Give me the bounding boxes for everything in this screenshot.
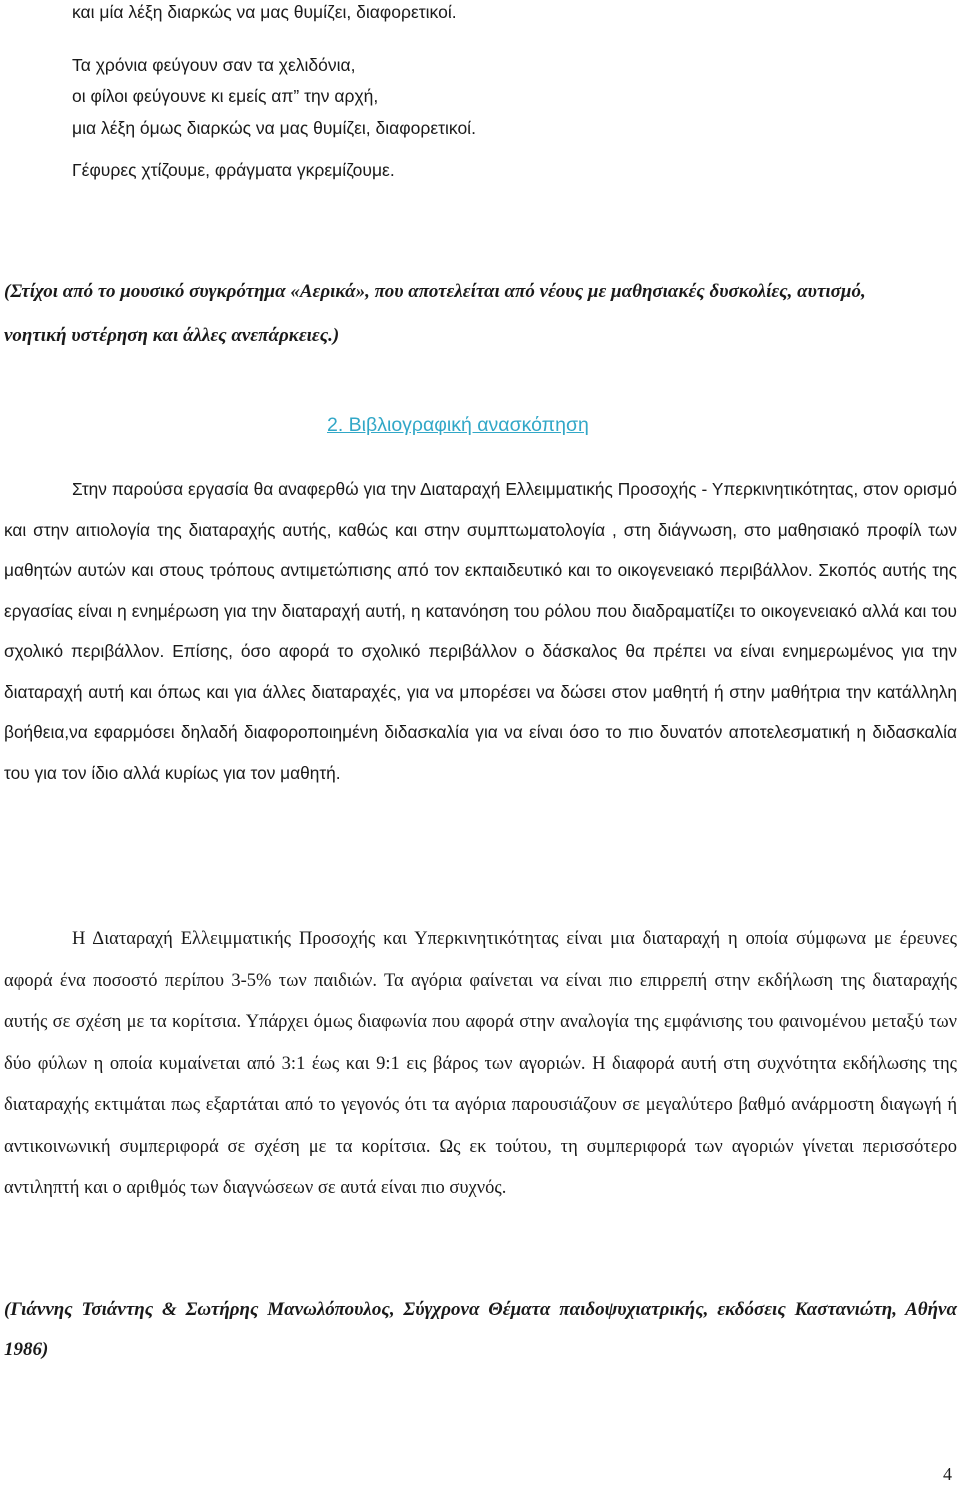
- page-number: 4: [943, 1464, 952, 1484]
- citation: (Γιάννης Τσιάντης & Σωτήρης Μανωλόπουλος, Σύγχρονα Θέματα παιδοψυχιατρικής, εκδόσεις Καστανιώτη, Αθήνα 1986): [4, 1299, 957, 1360]
- lyrics-note: (Στίχοι από το μουσικό συγκρότημα «Αερικά», που αποτελείται από νέους με μαθησιακές δυσκολίες, αυτισμό, νοητική υστέρηση και άλλες ανεπάρκειες.): [4, 281, 866, 346]
- section-heading: 2. Βιβλιογραφική ανασκόπηση: [327, 414, 589, 436]
- verse-line-4: μια λέξη όμως διαρκώς να μας θυμίζει, διαφορετικοί.: [72, 118, 476, 138]
- paragraph-intro: Στην παρούσα εργασία θα αναφερθώ για την Διαταραχή Ελλειμματικής Προσοχής - Υπερκινητικότητας, στον ορισμό και στην αιτιολογία της διαταραχής αυτής, καθώς και στην συμπτωματολογία , στη διάγνωση, στο μαθησιακό προφίλ των μαθητών αυτών και στους τρόπους αντιμετώπισης από τον εκπαιδευτικό και το οικογενειακό περιβάλλον. Σκοπός αυτής της εργασίας είναι η ενημέρωση για την διαταραχή αυτή, η κατανόηση του ρόλου που διαδραματίζει το οικογενειακό αλλά και του σχολικό περιβάλλον. Επίσης, όσο αφορά το σχολικό περιβάλλον ο δάσκαλος θα πρέπει να είναι ενημερωμένος για την διαταραχή αυτή και όπως και για άλλες διαταραχές, για να μπορέσει να δώσει στον μαθητή ή στην μαθήτρια την κατάλληλη βοήθεια,να εφαρμόσει δηλαδή διαφοροποιημένη διδασκαλία για να είναι όσο το πιο δυνατόν αποτελεσματική η διδασκαλία του για τον ίδιο αλλά κυρίως για τον μαθητή.: [4, 479, 957, 783]
- verse-line-2: Τα χρόνια φεύγουν σαν τα χελιδόνια,: [72, 55, 356, 75]
- verse-line-5: Γέφυρες χτίζουμε, φράγματα γκρεμίζουμε.: [72, 160, 395, 180]
- paragraph-prevalence: Η Διαταραχή Ελλειμματικής Προσοχής και Υπερκινητικότητας είναι μια διαταραχή η οποία σύμφωνα με έρευνες αφορά ένα ποσοστό περίπου 3-5% των παιδιών. Τα αγόρια φαίνεται να είναι πιο επιρρεπή στην εκδήλωση της διαταραχής αυτής σε σχέση με τα κορίτσια. Υπάρχει όμως διαφωνία που αφορά στην αναλογία της εμφάνισης του φαινομένου μεταξύ των δύο φύλων η οποία κυμαίνεται από 3:1 έως και 9:1 εις βάρος των αγοριών. Η διαφορά αυτή στη συχνότητα εκδήλωσης της διαταραχής εκτιμάται πως εξαρτάται από το γεγονός ότι τα αγόρια παρουσιάζουν σε μεγαλύτερο βαθμό ανάρμοστη διαγωγή ή αντικοινωνική συμπεριφορά σε σχέση με τα κορίτσια. Ως εκ τούτου, τη συμπεριφορά των αγοριών γίνεται περισσότερο αντιληπτή και ο αριθμός των διαγνώσεων σε αυτά είναι πιο συχνός.: [4, 929, 957, 1198]
- verse-line-3: οι φίλοι φεύγουνε κι εμείς απ” την αρχή,: [72, 86, 379, 106]
- verse-line-1: και μία λέξη διαρκώς να μας θυμίζει, διαφορετικοί.: [72, 2, 457, 22]
